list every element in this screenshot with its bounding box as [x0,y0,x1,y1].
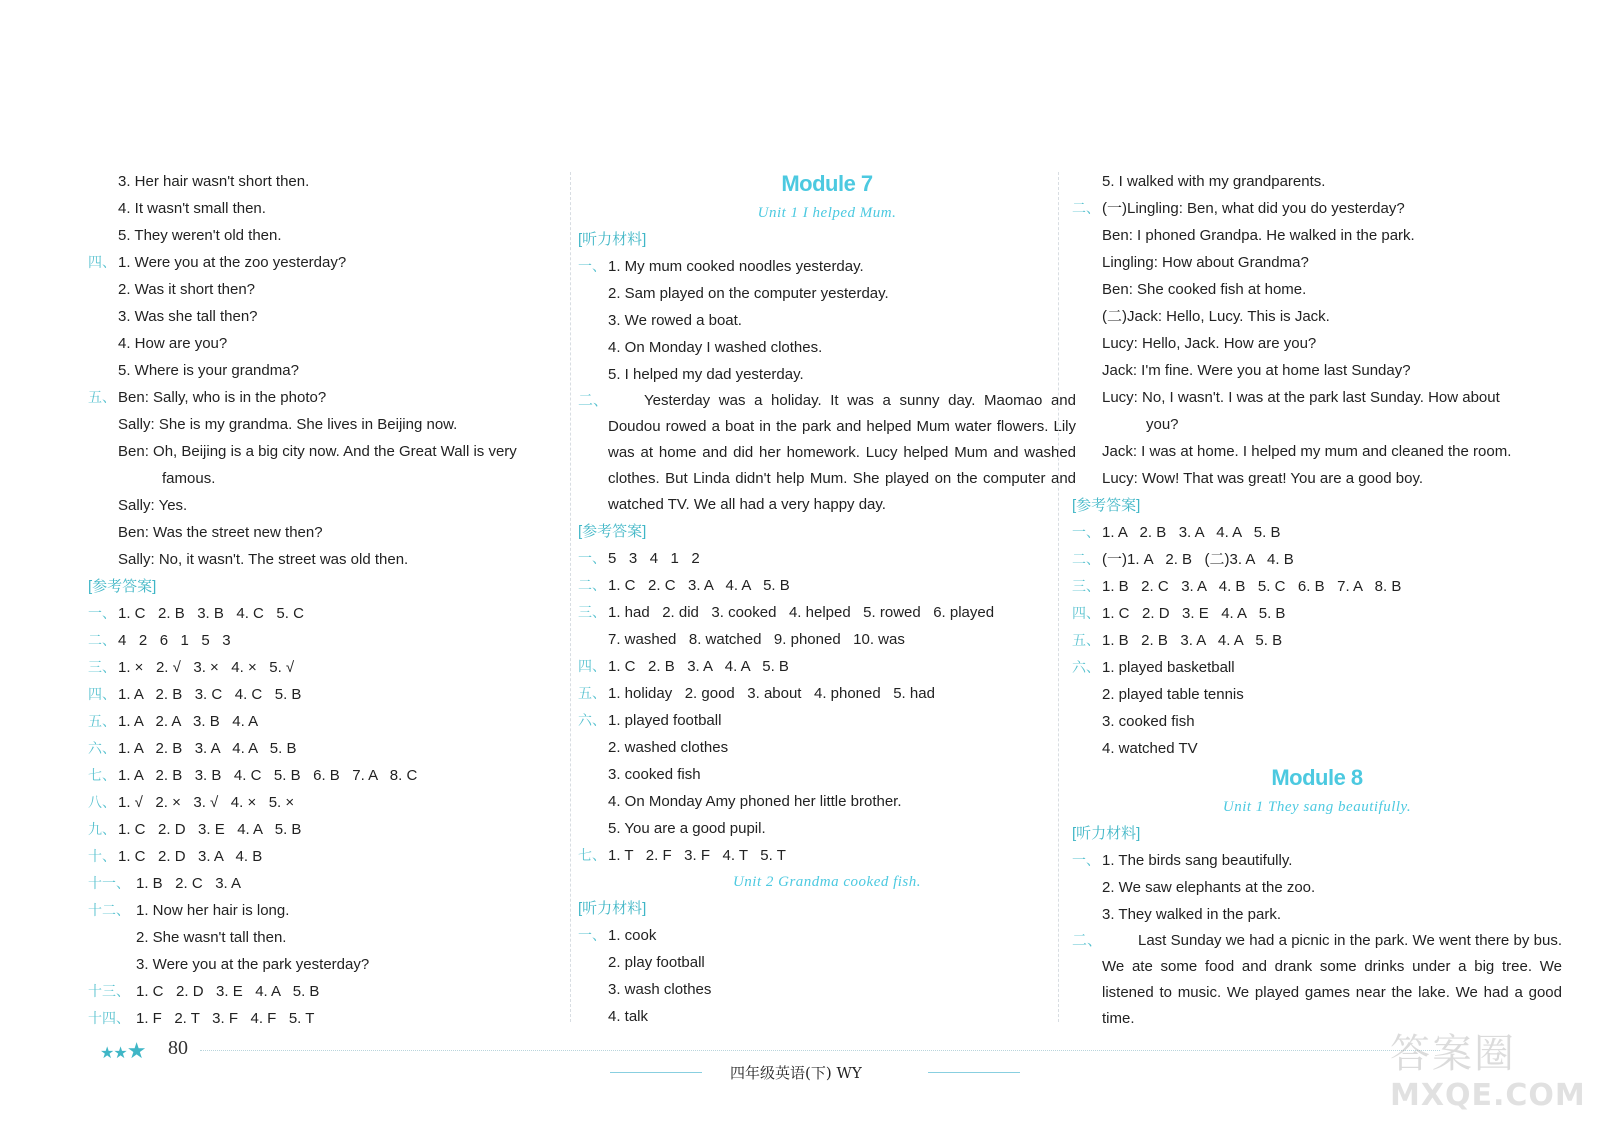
line-text: 4. talk [608,1008,649,1025]
text-line [88,303,578,330]
module-title: Module 8 [1271,765,1363,790]
section-number: 二、 [578,577,606,593]
line-text: 1. C 2. D 3. E 4. A 5. B [1102,605,1286,622]
line-text: 1. × 2. √ 3. × 4. × 5. √ [118,659,295,676]
page-number: 80 [168,1037,188,1059]
text-line [1072,465,1562,492]
star-icons [100,1038,145,1064]
text-line [1072,276,1562,303]
text-line [88,708,578,735]
line-text: 5. They weren't old then. [118,227,282,244]
text-line [88,222,578,249]
line-text: 4. It wasn't small then. [118,200,266,217]
section-number: 一、 [578,258,606,274]
section-number: 一、 [578,550,606,566]
text-line [88,897,578,924]
answer-key-block [1072,519,1562,762]
section-number: 二、 [1072,551,1100,567]
line-text: 1. C 2. C 3. A 4. A 5. B [608,577,790,594]
answer-key-heading: [参考答案] [578,523,647,540]
line-text: (一)Lingling: Ben, what did you do yesterday? [1102,200,1405,217]
section-number: 四、 [578,658,606,674]
text-line [578,680,1076,707]
footer-rule-right [928,1072,1020,1073]
section-number: 四、 [88,254,116,270]
star-icon: ★ [126,1038,146,1063]
column-divider [1058,172,1059,1022]
line-text: 4. watched TV [1102,740,1198,757]
line-text: 2. We saw elephants at the zoo. [1102,879,1316,896]
text-line [88,735,578,762]
answer-key-block [578,545,1076,869]
text-line [88,546,578,573]
line-text: 2. washed clothes [608,739,729,756]
line-text: 5. I helped my dad yesterday. [608,366,804,383]
section-number: 十三、 [88,983,130,999]
text-line [578,334,1076,361]
passage-text: Last Sunday we had a picnic in the park. We went there by bus. We ate some food and drank some drinks under a big tree. We listened to music. We played games near the lake. We had a good time. [1102,932,1562,1027]
text-line [88,816,578,843]
section-number: 二、 [88,632,116,648]
line-text: famous. [162,470,216,487]
line-text: 5. I walked with my grandparents. [1102,173,1326,190]
line-text: you? [1146,416,1179,433]
listening-passage [578,388,1076,518]
text-line [578,815,1076,842]
line-text: Lucy: Wow! That was great! You are a good boy. [1102,470,1424,487]
line-text: Sally: Yes. [118,497,188,514]
section-number: 四、 [1072,605,1100,621]
column-right [1072,168,1562,1032]
line-text: 1. A 2. B 3. A 4. A 5. B [118,740,297,757]
line-text: 1. cook [608,927,657,944]
text-line [88,654,578,681]
line-text: 4. On Monday Amy phoned her little brother. [608,793,902,810]
line-text: 2. Sam played on the computer yesterday. [608,285,889,302]
text-line [88,870,578,897]
section-number: 一、 [1072,852,1100,868]
section-number: 三、 [88,659,116,675]
listening-text-block [578,253,1076,388]
unit-title: Unit 1 I helped Mum. [757,205,897,221]
line-text: Lucy: Hello, Jack. How are you? [1102,335,1317,352]
line-text: Lucy: No, I wasn't. I was at the park last Sunday. How about [1102,389,1500,406]
line-text: Sally: She is my grandma. She lives in Beijing now. [118,416,458,433]
text-line [578,280,1076,307]
line-text: 3. wash clothes [608,981,712,998]
line-text: 1. The birds sang beautifully. [1102,852,1293,869]
answer-key-heading: [参考答案] [1072,497,1141,514]
text-line [88,249,578,276]
line-text: 1. My mum cooked noodles yesterday. [608,258,864,275]
section-number: 五、 [88,389,116,405]
text-line [578,653,1076,680]
text-line [1072,735,1562,762]
text-line [1072,681,1562,708]
module-title: Module 7 [781,171,873,196]
text-line [1072,357,1562,384]
text-line [578,545,1076,572]
section-number: 二、 [1072,932,1103,949]
line-text: 1. had 2. did 3. cooked 4. helped 5. rowed 6. played [608,604,995,621]
line-text: Ben: Sally, who is in the photo? [118,389,327,406]
section-number: 六、 [578,712,606,728]
section-number: 三、 [578,604,606,620]
line-text: Ben: She cooked fish at home. [1102,281,1307,298]
answer-key-heading: [参考答案] [88,578,157,595]
text-line [88,168,578,195]
text-line [88,600,578,627]
book-title: 四年级英语(下) WY [730,1064,862,1082]
text-line [88,492,578,519]
unit-title: Unit 2 Grandma cooked fish. [732,874,922,890]
text-line [1072,874,1562,901]
line-text: 3. We rowed a boat. [608,312,742,329]
line-text: 4 2 6 1 5 3 [118,632,231,649]
text-line [1072,546,1562,573]
section-number: 十四、 [88,1010,130,1026]
line-text: 1. C 2. D 3. A 4. B [118,848,263,865]
line-text: 1. C 2. D 3. E 4. A 5. B [118,821,302,838]
text-line [578,307,1076,334]
text-line [578,976,1076,1003]
line-text: (一)1. A 2. B (二)3. A 4. B [1102,551,1294,568]
text-line [578,572,1076,599]
listening-text-block [1072,847,1562,928]
section-number: 七、 [88,767,116,783]
watermark-bottom-text: MXQE.COM [1390,1078,1586,1113]
line-text: 3. Was she tall then? [118,308,258,325]
column-left [88,168,578,1032]
section-number: 二、 [1072,200,1100,216]
section-number: 六、 [88,740,116,756]
line-text: 1. √ 2. × 3. √ 4. × 5. × [118,794,295,811]
line-text: 2. Was it short then? [118,281,256,298]
text-line [578,599,1076,626]
text-line [1072,195,1562,222]
text-line [88,465,578,492]
text-line [88,438,578,465]
text-line [88,357,578,384]
column-divider [570,172,571,1022]
line-text: Lingling: How about Grandma? [1102,254,1309,271]
unit-title: Unit 1 They sang beautifully. [1222,799,1412,815]
line-text: 1. C 2. D 3. E 4. A 5. B [136,983,320,1000]
star-icon: ★ [113,1045,127,1062]
line-text: 4. On Monday I washed clothes. [608,339,823,356]
section-number: 一、 [88,605,116,621]
line-text: 5. Where is your grandma? [118,362,299,379]
listening-text-block [1072,168,1562,492]
line-text: 7. washed 8. watched 9. phoned 10. was [608,631,905,648]
watermark-top-text: 答案圈 [1390,1031,1516,1077]
section-number: 二、 [578,392,609,409]
line-text: 2. played table tennis [1102,686,1244,703]
line-text: 1. C 2. B 3. B 4. C 5. C [118,605,304,622]
line-text: 1. holiday 2. good 3. about 4. phoned 5. had [608,685,935,702]
text-line [1072,708,1562,735]
line-text: 1. B 2. C 3. A 4. B 5. C 6. B 7. A 8. B [1102,578,1402,595]
footer-rule-left [610,1072,702,1073]
text-line [1072,847,1562,874]
text-line [88,330,578,357]
star-icon: ★ [100,1045,114,1062]
passage-text: Yesterday was a holiday. It was a sunny day. Maomao and Doudou rowed a boat in the park and helped Mum water flowers. Lily was at home and did her homework. Lucy helped Mum and washed clothes. But Linda didn't help Mum. She played on the computer and watched TV. We all had a very happy day. [608,392,1076,513]
line-text: 5 3 4 1 2 [608,550,700,567]
text-line [578,1003,1076,1030]
text-line [578,788,1076,815]
text-line [88,195,578,222]
text-line [88,924,578,951]
text-line [88,789,578,816]
text-line [88,978,578,1005]
line-text: 3. They walked in the park. [1102,906,1281,923]
text-line [88,681,578,708]
line-text: 1. A 2. A 3. B 4. A [118,713,259,730]
line-text: Ben: Oh, Beijing is a big city now. And the Great Wall is very [118,443,517,460]
text-line [88,627,578,654]
text-line [578,707,1076,734]
line-text: 1. B 2. C 3. A [136,875,242,892]
text-line [578,761,1076,788]
section-number: 五、 [578,685,606,701]
section-number: 四、 [88,686,116,702]
text-line [88,843,578,870]
text-line [1072,222,1562,249]
line-text: 1. A 2. B 3. B 4. C 5. B 6. B 7. A 8. C [118,767,418,784]
text-line [578,734,1076,761]
answer-key-block [88,600,578,1032]
text-line [88,762,578,789]
section-number: 五、 [88,713,116,729]
text-line [1072,627,1562,654]
text-line [1072,411,1562,438]
text-line [1072,654,1562,681]
line-text: 4. How are you? [118,335,228,352]
line-text: 3. Were you at the park yesterday? [136,956,370,973]
listening-heading: [听力材料] [578,231,647,248]
line-text: Jack: I was at home. I helped my mum and cleaned the room. [1102,443,1512,460]
column-middle [578,168,1076,1030]
text-line [1072,600,1562,627]
section-number: 一、 [578,927,606,943]
listening-heading: [听力材料] [1072,825,1141,842]
line-text: 2. play football [608,954,705,971]
section-number: 三、 [1072,578,1100,594]
line-text: 1. played football [608,712,722,729]
text-line [1072,519,1562,546]
line-text: 3. Her hair wasn't short then. [118,173,310,190]
line-text: Ben: I phoned Grandpa. He walked in the park. [1102,227,1415,244]
section-number: 十一、 [88,875,130,891]
listening-heading: [听力材料] [578,900,647,917]
line-text: Sally: No, it wasn't. The street was old then. [118,551,409,568]
text-line [578,361,1076,388]
section-number: 十二、 [88,902,130,918]
text-line [88,951,578,978]
line-text: 3. cooked fish [608,766,701,783]
section-number: 七、 [578,847,606,863]
watermark-logo [1390,1030,1586,1130]
line-text: 1. played basketball [1102,659,1235,676]
section-number: 五、 [1072,632,1100,648]
section-number: 六、 [1072,659,1100,675]
line-text: 1. F 2. T 3. F 4. F 5. T [136,1010,315,1027]
line-text: Jack: I'm fine. Were you at home last Sunday? [1102,362,1411,379]
text-line [1072,901,1562,928]
listening-text-block [578,922,1076,1030]
text-line [1072,330,1562,357]
text-line [578,626,1076,653]
text-line [578,253,1076,280]
text-line [1072,573,1562,600]
text-line [1072,384,1562,411]
section-number: 一、 [1072,524,1100,540]
line-text: 1. B 2. B 3. A 4. A 5. B [1102,632,1283,649]
listening-passage [1072,928,1562,1032]
text-line [578,842,1076,869]
line-text: 1. Were you at the zoo yesterday? [118,254,347,271]
text-line [1072,168,1562,195]
text-line [88,384,578,411]
line-text: (二)Jack: Hello, Lucy. This is Jack. [1102,308,1330,325]
footer-dotted-rule [200,1050,1440,1051]
text-line [88,276,578,303]
line-text: 1. Now her hair is long. [136,902,290,919]
text-line [578,922,1076,949]
listening-text-block [88,168,578,573]
text-line [1072,303,1562,330]
line-text: 3. cooked fish [1102,713,1195,730]
text-line [578,949,1076,976]
text-line [1072,438,1562,465]
text-line [88,411,578,438]
line-text: 5. You are a good pupil. [608,820,766,837]
section-number: 十、 [88,848,116,864]
text-line [88,1005,578,1032]
line-text: 1. A 2. B 3. C 4. C 5. B [118,686,302,703]
section-number: 九、 [88,821,116,837]
line-text: 1. A 2. B 3. A 4. A 5. B [1102,524,1281,541]
line-text: 2. She wasn't tall then. [136,929,287,946]
text-line [88,519,578,546]
line-text: 1. C 2. B 3. A 4. A 5. B [608,658,789,675]
page-footer [100,1036,1400,1086]
section-number: 八、 [88,794,116,810]
text-line [1072,249,1562,276]
line-text: 1. T 2. F 3. F 4. T 5. T [608,847,786,864]
line-text: Ben: Was the street new then? [118,524,323,541]
